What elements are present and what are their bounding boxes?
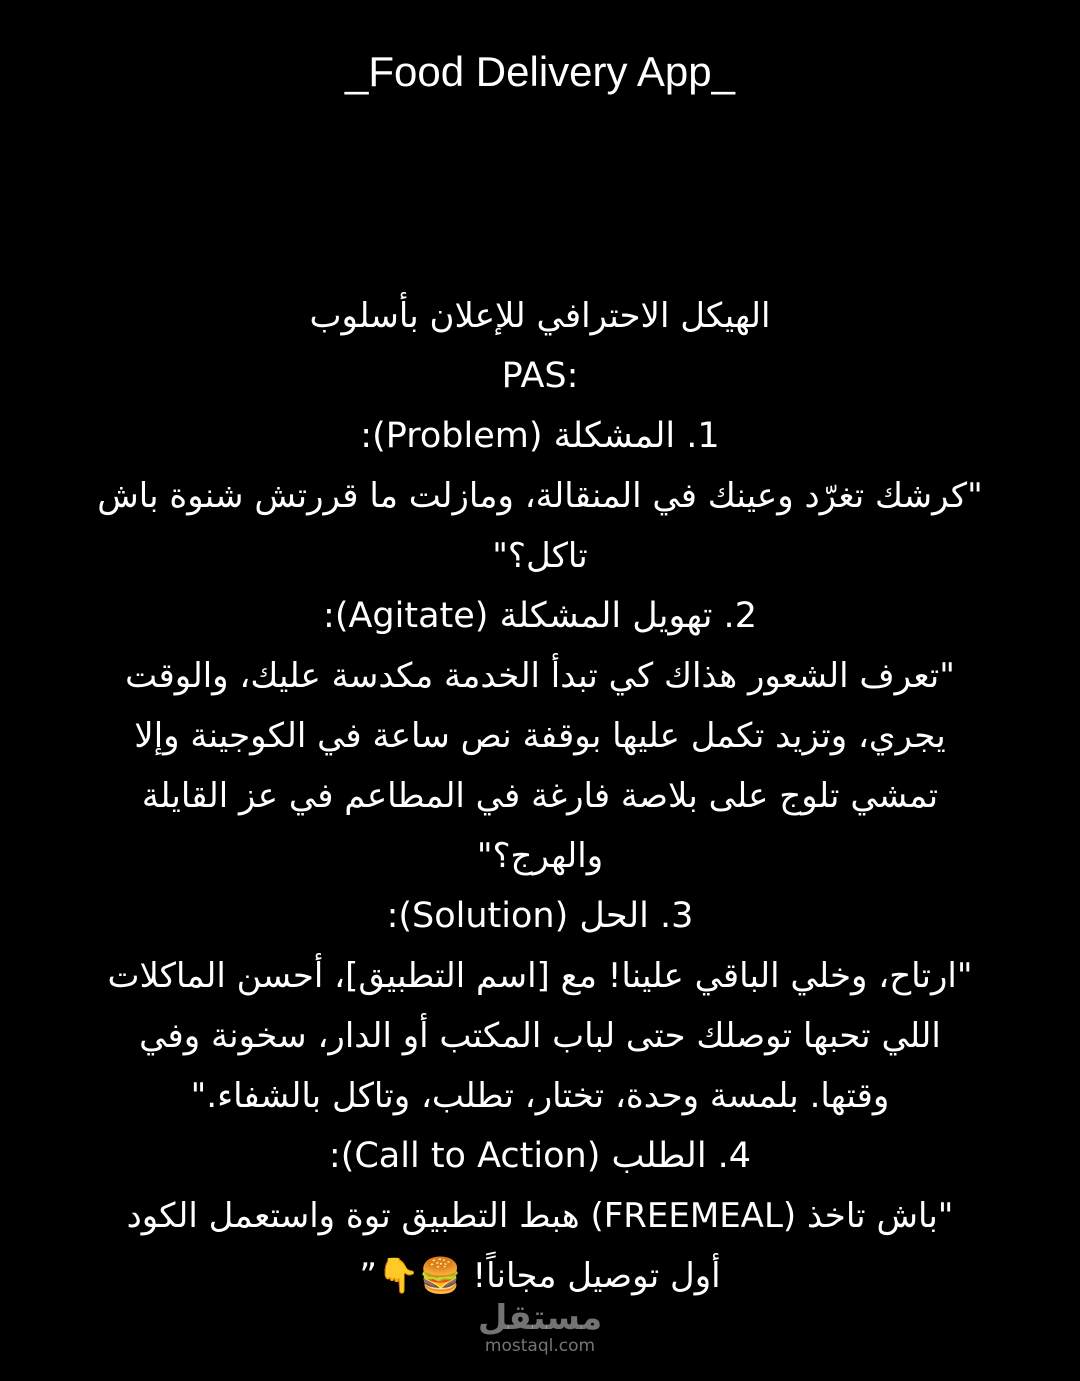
watermark-logo: مستقل: [477, 1298, 603, 1338]
solution-text-line: وقتها. بلمسة وحدة، تختار، تطلب، وتاكل بالشفاء.": [190, 1076, 890, 1116]
agitate-text-line: والهرج؟": [476, 836, 604, 876]
page-title: _Food Delivery App_: [345, 48, 735, 95]
problem-text-line: "كرشك تغرّد وعينك في المنقالة، ومازلت ما قررتش شنوة باش: [97, 476, 983, 516]
solution-text-line: "ارتاح، وخلي الباقي علينا! مع [اسم التطبيق]، أحسن الماكلات: [107, 956, 973, 996]
heading-pas-line: PAS:: [501, 356, 579, 396]
section-solution-heading: 3. الحل (Solution):: [386, 896, 694, 936]
agitate-text-line: "تعرف الشعور هذاك كي تبدأ الخدمة مكدسة عليك، والوقت: [125, 656, 955, 696]
agitate-text-line: يجري، وتزيد تكمل عليها بوقفة نص ساعة في الكوجينة وإلا: [134, 716, 946, 756]
problem-text-line: تاكل؟": [492, 536, 588, 576]
cta-text-line: أول توصيل مجاناً! 🍔👇”: [359, 1256, 721, 1296]
pas-structure-text: [70, 286, 1010, 1306]
heading-line: الهيكل الاحترافي للإعلان بأسلوب: [309, 296, 771, 336]
solution-text-line: اللي تحبها توصلك حتى لباب المكتب أو الدار، سخونة وفي: [139, 1016, 941, 1056]
cta-text-line: "باش تاخذ (FREEMEAL) هبط التطبيق توة واستعمل الكود: [126, 1196, 954, 1236]
section-agitate-heading: 2. تهويل المشكلة (Agitate):: [323, 596, 757, 636]
section-problem-heading: 1. المشكلة (Problem):: [360, 416, 720, 456]
mostaql-watermark: [0, 1300, 1080, 1356]
watermark-url: mostaql.com: [484, 1336, 596, 1356]
agitate-text-line: تمشي تلوج على بلاصة فارغة في المطاعم في عز القايلة: [141, 776, 939, 816]
section-cta-heading: 4. الطلب (Call to Action):: [328, 1136, 752, 1176]
